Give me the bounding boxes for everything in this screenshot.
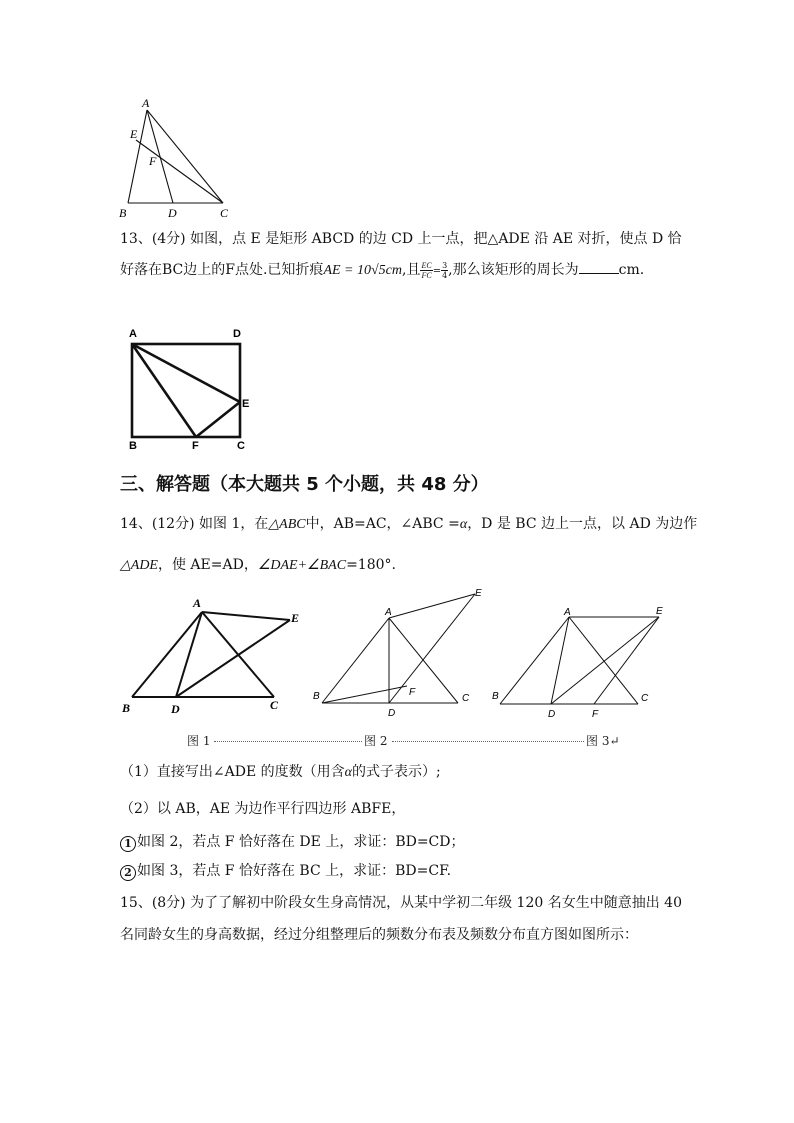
label-C: C [237,440,245,452]
q13-text-b: ,且 [402,262,421,278]
q15-line1: 15、(8分) 为了了解初中阶段女生身高情况，从某中学初二年级 120 名女生中随意抽出 40 [120,895,682,911]
figure-caption-3: 图 3↵ [586,734,620,748]
label-F: F [192,440,199,452]
label-D: D [168,206,177,220]
label-C: C [641,693,649,704]
label-B: B [122,701,131,715]
q13-text-a: 好落在BC边上的F点处.已知折痕 [120,262,324,278]
label-D: D [233,328,241,340]
label-E: E [656,606,663,617]
label-D: D [171,702,180,716]
q13-ae-formula: AE = 10√5cm [323,263,402,278]
circled-number-1: 1 [120,836,136,852]
q14-angles: ∠DAE+∠BAC [257,558,347,573]
q14-figure-1 [118,590,318,720]
q13-fraction-3-4: $\frac{3}{4}$ [442,260,448,280]
q14-line1: 14、(12分) 如图 1，在△ABC中，AB=AC，∠ABC =α，D 是 BC 边上一点，以 AD 为边作 [120,516,698,532]
label-F: F [409,687,416,698]
top-triangle-figure [110,95,250,225]
label-D: D [388,708,396,719]
figure-caption-1: 图 1 [187,734,211,748]
label-D: D [548,709,556,720]
label-A: A [385,607,392,618]
label-E: E [475,588,482,599]
label-E: E [130,127,138,141]
label-A: A [129,328,137,340]
q14-sub2-part2: 2 如图 3，若点 F 恰好落在 BC 上，求证：BD=CF. [120,861,451,881]
q13-rectangle-figure [120,325,260,455]
section-3-heading: 三、解答题（本大题共 5 个小题，共 48 分） [120,474,489,495]
label-F: F [149,154,157,168]
caption-dots-1 [214,741,362,742]
q14-triangle-abc: △ABC [268,517,306,532]
label-A: A [193,596,202,610]
label-A: A [142,96,150,110]
q13-line2: 好落在BC边上的F点处.已知折痕AE = 10√5cm,且 $\frac{EC}{FC}$ = $\frac{3}{4}$ ,那么该矩形的周长为 cm. [120,260,645,280]
q14-sub2: （2）以 AB，AE 为边作平行四边形 ABFE， [120,801,406,817]
q13-unit: cm. [618,262,645,278]
label-C: C [220,206,229,220]
q14-figure-3 [488,595,668,725]
circled-number-2: 2 [120,865,136,881]
q14-triangle-ade: △ADE [120,558,158,573]
label-C: C [270,698,279,712]
q14-sub2-part1: 1 如图 2，若点 F 恰好落在 DE 上，求证：BD=CD； [120,832,465,852]
caption-dots-2 [392,741,584,742]
label-B: B [119,206,127,220]
label-E: E [291,611,300,625]
label-B: B [129,440,137,452]
q14-line2: △ADE，使 AE=AD，∠DAE+∠BAC=180°. [120,557,396,573]
label-A: A [564,607,571,618]
q15-line2: 名同龄女生的身高数据，经过分组整理后的频数分布表及频数分布直方图如图所示： [120,927,638,943]
label-F: F [592,709,599,720]
q13-answer-blank[interactable] [579,259,619,274]
label-B: B [492,691,499,702]
q14-sub1: （1）直接写出∠ADE 的度数（用含α的式子表示）; [120,764,441,780]
label-E: E [242,398,250,410]
label-B: B [313,691,320,702]
q14-figure-2 [310,585,490,725]
q13-text-c: ,那么该矩形的周长为 [448,262,579,278]
q13-fraction-ec-fc: $\frac{EC}{FC}$ [421,260,432,280]
q13-line1: 13、(4分) 如图，点 E 是矩形 ABCD 的边 CD 上一点，把△ADE 沿 AE 对折，使点 D 恰 [120,231,682,247]
label-C: C [462,693,470,704]
figure-caption-2: 图 2 [364,734,388,748]
